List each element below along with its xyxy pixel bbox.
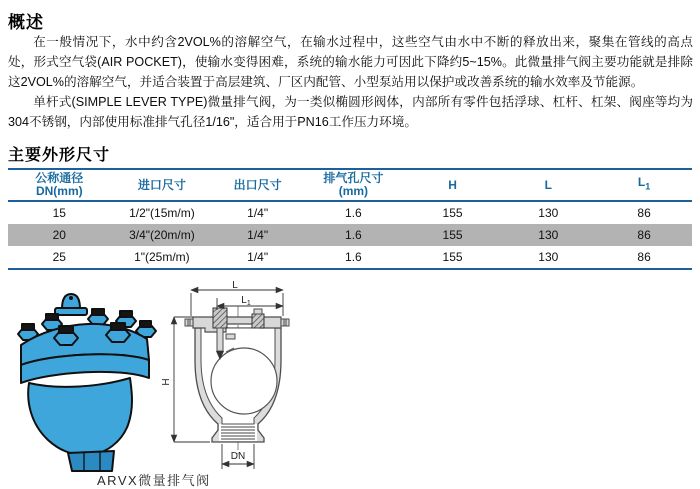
col-header-h: H [448, 177, 457, 192]
cell-dn20-inlet: 3/4"(20m/m) [129, 228, 195, 242]
cell-dn20-orifice: 1.6 [345, 228, 362, 242]
cell-dn20-h: 155 [442, 228, 463, 242]
valve-body [28, 378, 132, 455]
dimension-l-label: L [232, 280, 238, 291]
overview-paragraph-2: 单杆式(SIMPLE LEVER TYPE)微量排气阀，为一类似椭圆形阀体，内部所有零件包括浮球、杠杆、杠架、阀座等均为304不锈钢，内部使用标准排气孔径1/16"，适合用于PN16工作压力环境。 [8, 95, 693, 129]
valve-product-image [10, 288, 160, 472]
cell-dn25-l: 130 [538, 250, 559, 264]
col-header-dn-line2: DN(mm) [35, 184, 83, 198]
dimension-h-label: H [161, 378, 172, 386]
cell-dn20-dn: 20 [52, 228, 66, 242]
col-header-dn [8, 169, 111, 201]
cell-dn25-dn: 25 [52, 250, 66, 264]
overview-heading: 概述 [8, 13, 44, 32]
overview-text [8, 32, 693, 132]
cell-dn15-inlet: 1/2"(15m/m) [129, 206, 195, 220]
figures-area [0, 276, 700, 489]
dimensions-table [8, 168, 692, 270]
col-header-l1-sub: 1 [645, 181, 651, 192]
cell-dn25-orifice: 1.6 [345, 250, 362, 264]
dimension-dn-label: DN [230, 451, 246, 462]
figure-caption: ARVX微量排气阀 [97, 473, 211, 488]
cell-dn15-l1: 86 [637, 206, 651, 220]
cell-dn25-l1: 86 [637, 250, 651, 264]
cell-dn25-h: 155 [442, 250, 463, 264]
table-row-dn15 [8, 201, 692, 224]
cell-dn25-outlet: 1/4" [247, 250, 269, 264]
valve-dimension-drawing [160, 280, 310, 476]
cell-dn15-dn: 15 [52, 206, 66, 220]
col-header-outlet: 出口尺寸 [233, 177, 282, 192]
cell-dn15-outlet: 1/4" [247, 206, 269, 220]
cell-dn15-orifice: 1.6 [345, 206, 362, 220]
valve-illustration [18, 294, 156, 471]
cell-dn20-outlet: 1/4" [247, 228, 269, 242]
col-header-l1-main: L [637, 175, 646, 190]
dimensions-heading: 主要外形尺寸 [8, 147, 111, 164]
cell-dn20-l1: 86 [637, 228, 651, 242]
table-row-dn20 [8, 224, 692, 246]
dimension-l [191, 290, 283, 316]
col-header-l1 [596, 169, 692, 201]
cell-dn20-l: 130 [538, 228, 559, 242]
overview-paragraph-1: 在一般情况下，水中约含2VOL%的溶解空气，在输水过程中，这些空气由水中不断的释放出来，聚集在管线的高点处，形式空气袋(AIR POCKET)，使输水变得困难，系统的输水能力可因此下降约5~15%。此微量排气阀主要功能就是排除这2VOL%的溶解空气，并适合装置于高层建筑、厂区内配管、小型泵站用以保护或改善系统的输水效率及节能源。 [8, 35, 693, 89]
table-header-row [8, 169, 692, 201]
cell-dn25-inlet: 1"(25m/m) [134, 250, 190, 264]
col-header-l: L [544, 177, 552, 192]
col-header-orifice-line2: (mm) [338, 184, 369, 198]
dimension-l1-label: $L_1$ [241, 295, 251, 307]
col-header-orifice [302, 169, 405, 201]
col-header-dn-line1: 公称通径 [35, 171, 84, 185]
col-header-orifice-line1: 排气孔尺寸 [323, 171, 384, 185]
col-header-inlet: 进口尺寸 [137, 177, 186, 192]
table-row-dn25 [8, 246, 692, 269]
valve-bottom-connection [68, 451, 114, 471]
cell-dn15-l: 130 [538, 206, 559, 220]
cell-dn15-h: 155 [442, 206, 463, 220]
dimensions-table-wrap [8, 168, 692, 270]
valve-vent-cap [55, 294, 87, 315]
